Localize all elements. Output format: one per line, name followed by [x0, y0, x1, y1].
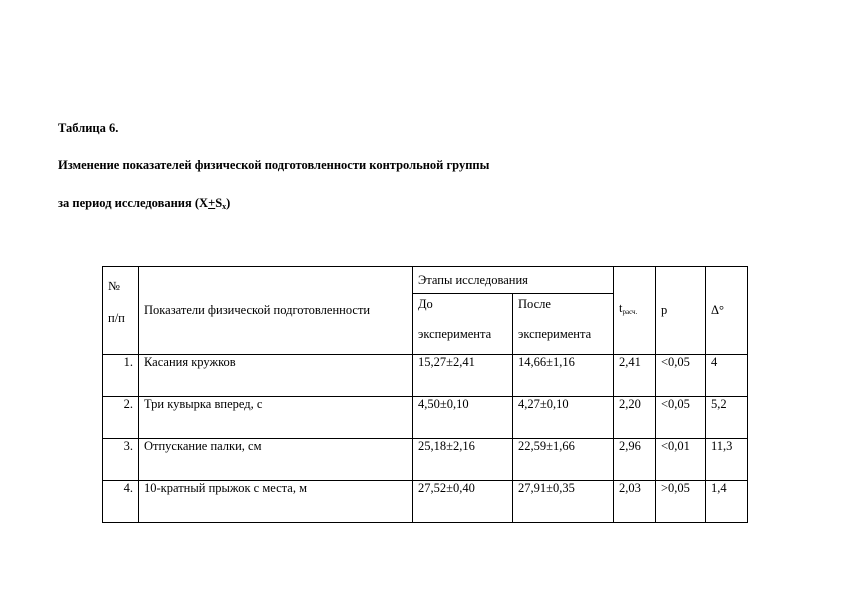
header-before-line2: эксперимента — [418, 327, 492, 341]
row-t: 2,03 — [614, 481, 656, 523]
subtitle-prefix: за период исследования (X — [58, 196, 209, 210]
subtitle-suffix: ) — [226, 196, 231, 210]
s-symbol: S — [215, 196, 223, 210]
header-after-line1: После — [518, 297, 551, 311]
row-indicator: 10-кратный прыжок с места, м — [139, 481, 413, 523]
row-after: 22,59±1,66 — [513, 439, 614, 481]
row-after: 27,91±0,35 — [513, 481, 614, 523]
row-p: >0,05 — [656, 481, 706, 523]
row-p: <0,01 — [656, 439, 706, 481]
row-after: 4,27±0,10 — [513, 397, 614, 439]
results-table — [102, 266, 748, 523]
row-before: 27,52±0,40 — [413, 481, 513, 523]
row-number: 1. — [103, 355, 139, 397]
table-row — [103, 439, 748, 481]
header-t-calc — [614, 267, 656, 355]
row-t: 2,20 — [614, 397, 656, 439]
row-t: 2,41 — [614, 355, 656, 397]
header-number-line2: п/п — [108, 311, 125, 325]
t-subscript: расч. — [622, 308, 638, 316]
table-title: Изменение показателей физической подготовленности контрольной группы — [58, 158, 490, 172]
row-before: 15,27±2,41 — [413, 355, 513, 397]
header-after — [513, 294, 614, 355]
t-symbol: t — [619, 301, 623, 315]
row-before: 4,50±0,10 — [413, 397, 513, 439]
header-indicator: Показатели физической подготовленности — [139, 267, 413, 355]
table-label: Таблица 6. — [58, 121, 119, 135]
header-before-line1: До — [418, 297, 433, 311]
header-number — [103, 267, 139, 355]
table-subtitle — [58, 196, 230, 211]
table-row — [103, 397, 748, 439]
row-delta: 11,3 — [706, 439, 748, 481]
header-p: p — [656, 267, 706, 355]
header-delta: Δ° — [706, 267, 748, 355]
row-indicator: Касания кружков — [139, 355, 413, 397]
row-delta: 5,2 — [706, 397, 748, 439]
row-t: 2,96 — [614, 439, 656, 481]
header-before — [413, 294, 513, 355]
header-stages: Этапы исследования — [413, 267, 614, 294]
row-p: <0,05 — [656, 397, 706, 439]
row-after: 14,66±1,16 — [513, 355, 614, 397]
row-delta: 4 — [706, 355, 748, 397]
row-number: 2. — [103, 397, 139, 439]
header-after-line2: эксперимента — [518, 327, 592, 341]
table-row — [103, 481, 748, 523]
row-number: 3. — [103, 439, 139, 481]
row-before: 25,18±2,16 — [413, 439, 513, 481]
row-indicator: Отпускание палки, см — [139, 439, 413, 481]
row-indicator: Три кувырка вперед, с — [139, 397, 413, 439]
header-number-line1: № — [108, 279, 120, 293]
row-p: <0,05 — [656, 355, 706, 397]
row-delta: 1,4 — [706, 481, 748, 523]
table-row — [103, 355, 748, 397]
x-subscript: x — [222, 202, 227, 211]
plus-minus-sign: + — [208, 196, 216, 210]
row-number: 4. — [103, 481, 139, 523]
